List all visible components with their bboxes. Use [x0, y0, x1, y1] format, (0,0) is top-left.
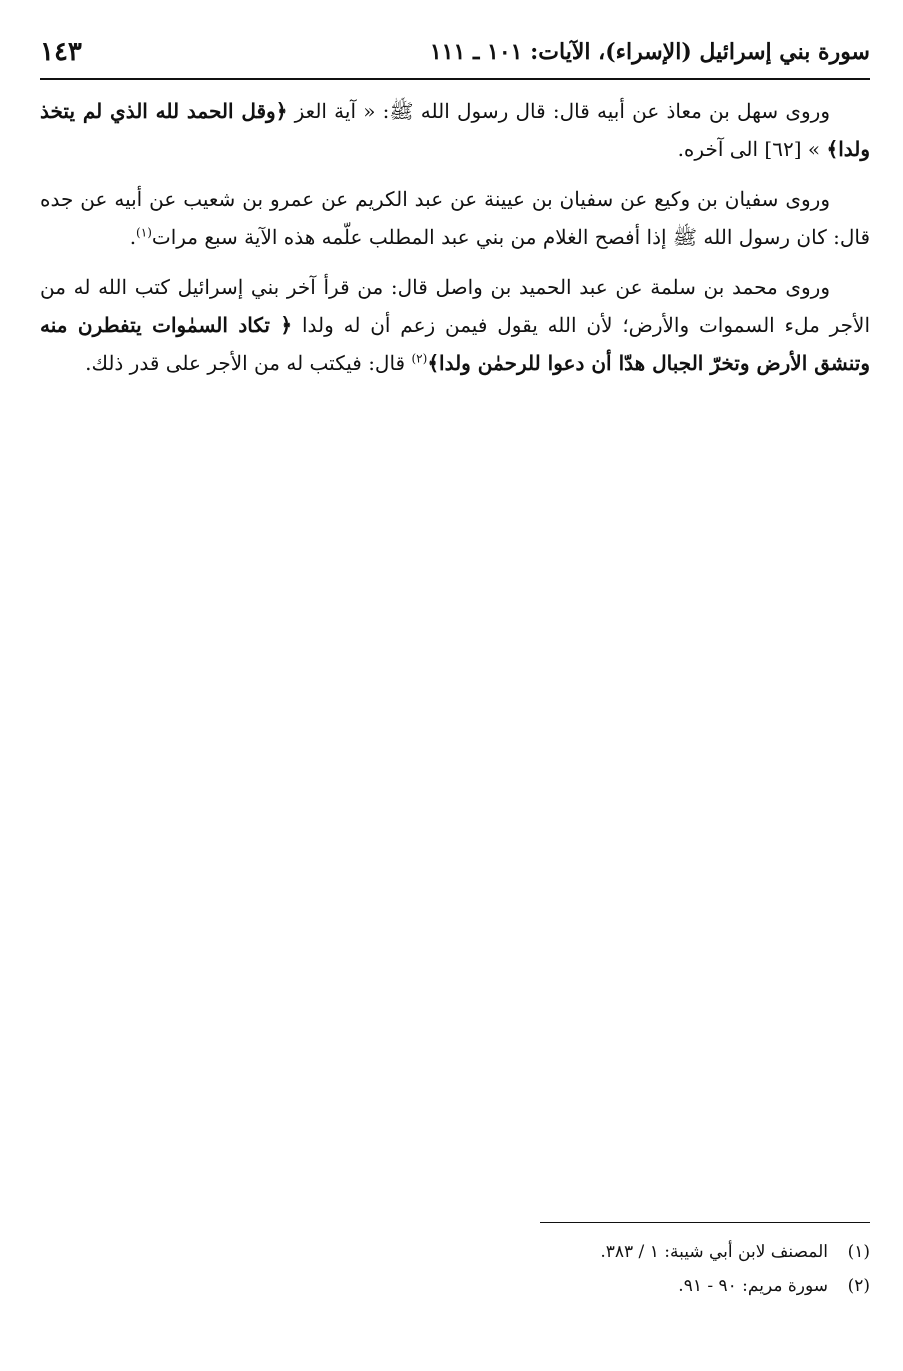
footnote-number: (٢): [847, 1276, 870, 1296]
footnote-ref-1: (١): [136, 225, 152, 240]
footnotes: [40, 1235, 870, 1303]
paragraph-3-text-b: قال: فيكتب له من الأجر على قدر ذلك.: [85, 351, 412, 375]
paragraph-2-text-a: وروى سفيان بن وكيع عن سفيان بن عيينة عن عبد الكريم عن عمرو بن شعيب عن أبيه عن جده قال: كان رسول الله ﷺ إذا أفصح الغلام من بني عبد المطلب علّمه هذه الآية سبع مرات: [40, 187, 870, 249]
paragraph-2-text-b: .: [129, 225, 137, 249]
footnote-divider: [540, 1222, 870, 1223]
footnote-number: (١): [847, 1242, 870, 1262]
paragraph-3: [40, 268, 870, 382]
running-header: [40, 30, 870, 74]
page-number: ١٤٣: [40, 37, 82, 67]
paragraph-1-text-a: وروى سهل بن معاذ عن أبيه قال: قال رسول الله ﷺ: « آية العز: [287, 99, 830, 123]
paragraph-2: [40, 180, 870, 256]
footnote-item: [40, 1235, 870, 1269]
footnote-text: سورة مريم: ٩٠ - ٩١.: [678, 1276, 828, 1296]
paragraph-1: [40, 92, 870, 168]
footnote-text: المصنف لابن أبي شيبة: ١ / ٣٨٣.: [600, 1242, 828, 1262]
header-title: سورة بني إسرائيل (الإسراء)، الآيات: ١٠١ ـ ١١١: [429, 39, 870, 65]
header-divider: [40, 78, 870, 80]
book-page: [40, 30, 870, 1350]
quran-quote-1: ﴿وقل الحمد لله الذي لم يتخذ ولدا﴾: [40, 99, 870, 161]
main-text: [40, 92, 870, 394]
footnote-ref-2: (٢): [411, 351, 428, 366]
footnote-item: [40, 1269, 870, 1303]
quran-quote-2: ﴿ تكاد السمٰوات يتفطرن منه وتنشق الأرض وتخرّ الجبال هدّا أن دعوا للرحمٰن ولدا﴾: [40, 313, 870, 375]
paragraph-1-text-b: » [٦٢] الى آخره.: [677, 137, 827, 161]
paragraph-3-text-a: وروى محمد بن سلمة عن عبد الحميد بن واصل قال: من قرأ آخر بني إسرائيل كتب الله له من الأجر ملء السموات والأرض؛ لأن الله يقول فيمن زعم أن له ولدا: [40, 275, 870, 337]
